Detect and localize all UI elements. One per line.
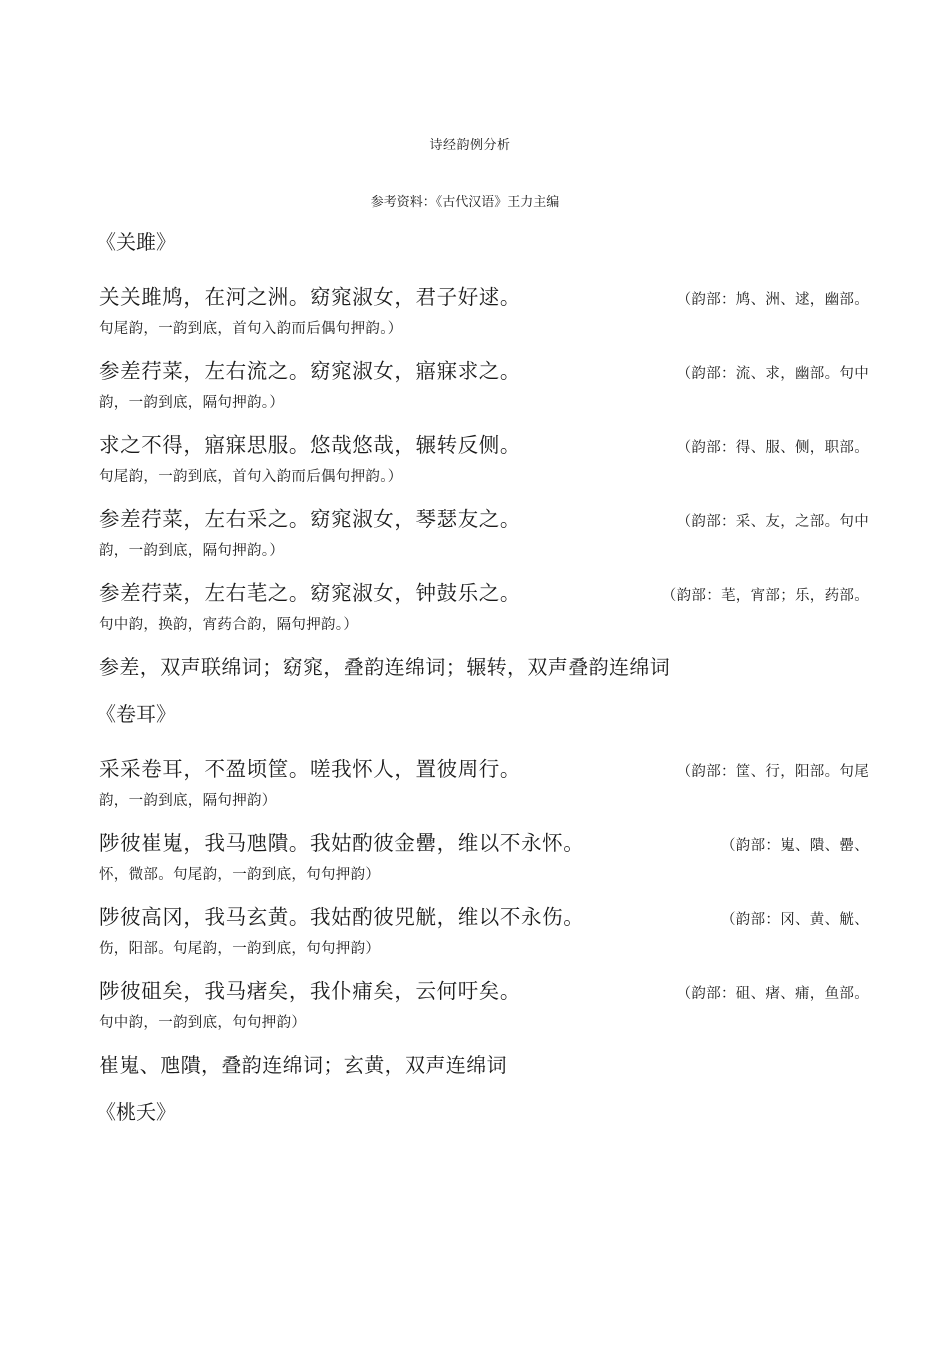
- verse-text: 陟彼高冈，我马玄黄。我姑酌彼兕觥，维以不永伤。: [99, 905, 585, 929]
- word-type-summary: 参差，双声联绵词；窈窕，叠韵连绵词；辗转，双声叠韵连绵词: [99, 655, 671, 679]
- stanza: [99, 279, 869, 343]
- verse-row: [99, 899, 869, 935]
- verse-row: [99, 575, 869, 611]
- stanza: [99, 825, 869, 889]
- stanza: [99, 427, 869, 491]
- poem-guanju: [96, 227, 869, 685]
- poem-juaner: [96, 699, 869, 1083]
- rhyme-note: （韵部：砠、瘏、痡，鱼部。: [676, 986, 869, 1002]
- rhyme-note-continued: 句中韵，一韵到底，句句押韵）: [99, 1015, 307, 1031]
- rhyme-note-continued: 韵，一韵到底，隔句押韵。）: [99, 543, 285, 559]
- rhyme-note: （韵部：筐、行，阳部。句尾: [676, 764, 869, 780]
- word-type-summary: 崔嵬、虺隤，叠韵连绵词；玄黄，双声连绵词: [99, 1053, 507, 1077]
- rhyme-note: （韵部：采、友，之部。句中: [676, 514, 869, 530]
- rhyme-note-continued: 句尾韵，一韵到底，首句入韵而后偶句押韵。）: [99, 469, 403, 485]
- verse-row: [99, 751, 869, 787]
- verse-text: 求之不得，寤寐思服。悠哉悠哉，辗转反侧。: [99, 433, 521, 457]
- verse-row: [99, 501, 869, 537]
- rhyme-note-continued: 句尾韵，一韵到底，首句入韵而后偶句押韵。）: [99, 321, 403, 337]
- verse-text: 参差荇菜，左右流之。窈窕淑女，寤寐求之。: [99, 359, 521, 383]
- verse-text: 陟彼崔嵬，我马虺隤。我姑酌彼金罍，维以不永怀。: [99, 831, 585, 855]
- poem-title: 《桃夭》: [96, 1100, 176, 1124]
- stanza: [99, 501, 869, 565]
- verse-text: 陟彼砠矣，我马瘏矣，我仆痡矣，云何吁矣。: [99, 979, 521, 1003]
- document-body: [96, 227, 869, 1149]
- rhyme-note: （韵部：得、服、侧，职部。: [676, 440, 869, 456]
- rhyme-note: （韵部：芼，宵部；乐，药部。: [661, 588, 869, 604]
- stanza: [99, 751, 869, 815]
- poem-title: 《卷耳》: [96, 702, 176, 726]
- verse-text: 参差荇菜，左右芼之。窈窕淑女，钟鼓乐之。: [99, 581, 521, 605]
- rhyme-note: （韵部：冈、黄、觥、: [721, 912, 869, 928]
- stanza: [99, 575, 869, 639]
- verse-row: [99, 973, 869, 1009]
- rhyme-note-continued: 韵，一韵到底，隔句押韵）: [99, 793, 277, 809]
- rhyme-note-continued: 伤，阳部。句尾韵，一韵到底，句句押韵）: [99, 941, 381, 957]
- verse-row: [99, 353, 869, 389]
- poem-taoyao: [96, 1097, 869, 1127]
- rhyme-note: （韵部：鸠、洲、逑，幽部。: [676, 292, 869, 308]
- rhyme-note-continued: 句中韵，换韵，宵药合韵，隔句押韵。）: [99, 617, 359, 633]
- verse-text: 参差荇菜，左右采之。窈窕淑女，琴瑟友之。: [99, 507, 521, 531]
- verse-row: [99, 825, 869, 861]
- rhyme-note-continued: 韵，一韵到底，隔句押韵。）: [99, 395, 285, 411]
- stanza: [99, 899, 869, 963]
- rhyme-note: （韵部：嵬、隤、罍、: [721, 838, 869, 854]
- poem-title: 《关雎》: [96, 230, 176, 254]
- rhyme-note-continued: 怀，微部。句尾韵，一韵到底，句句押韵）: [99, 867, 381, 883]
- document-title: 诗经韵例分析: [429, 138, 511, 153]
- stanza: [99, 353, 869, 417]
- rhyme-note: （韵部：流、求，幽部。句中: [676, 366, 869, 382]
- verse-text: 采采卷耳，不盈顷筐。嗟我怀人，置彼周行。: [99, 757, 521, 781]
- verse-row: [99, 427, 869, 463]
- reference-line: 参考资料：《古代汉语》王力主编: [370, 195, 560, 210]
- verse-text: 关关雎鸠，在河之洲。窈窕淑女，君子好逑。: [99, 285, 521, 309]
- stanza: [99, 973, 869, 1037]
- verse-row: [99, 279, 869, 315]
